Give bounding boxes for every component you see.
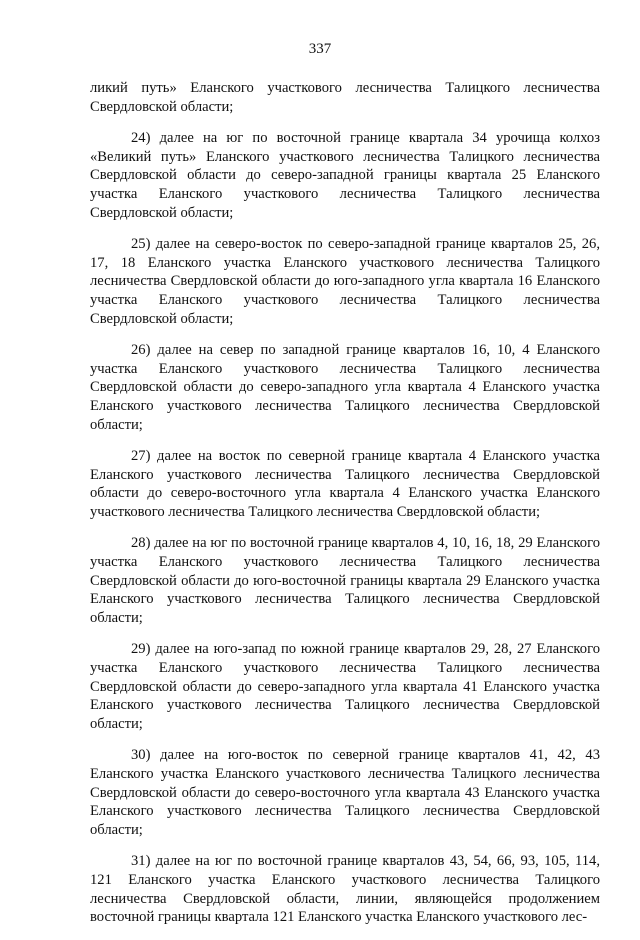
paragraph-item-24: 24) далее на юг по восточной границе квартала 34 урочища колхоз «Великий путь» Еланского участкового лесничества Талицкого лесничества Свердловской области до северо-западной границы квартала 25 Еланского участка Еланского участкового лесничества Талицкого лесничества Свердловской области; [90,130,600,221]
paragraph-item-28: 28) далее на юг по восточной границе кварталов 4, 10, 16, 18, 29 Еланского участка Еланского участкового лесничества Талицкого лесничества Свердловской области до юго-восточной границы квартала 29 Еланского участка Еланского участкового лесничества Талицкого лесничества Свердловской области; [90,535,600,626]
paragraph-continuation: ликий путь» Еланского участкового лесничества Талицкого лесничества Свердловской области; [90,80,600,115]
paragraph-item-31: 31) далее на юг по восточной границе кварталов 43, 54, 66, 93, 105, 114, 121 Еланского участка Еланского участкового лесничества Талицкого лесничества Свердловской области, линии, являющейся продолжением восточной границы квартала 121 Еланского участка Еланского участкового лес- [90,853,600,926]
page-number: 337 [308,41,332,57]
document-body [90,79,600,940]
paragraph-item-30: 30) далее на юго-восток по северной границе кварталов 41, 42, 43 Еланского участка Еланского участкового лесничества Талицкого лесничества Свердловской области до северо-восточного угла квартала 43 Еланского участка Еланского участкового лесничества Талицкого лесничества Свердловской области; [90,747,600,838]
paragraph-item-27: 27) далее на восток по северной границе квартала 4 Еланского участка Еланского участкового лесничества Талицкого лесничества Свердловской области до северо-восточного угла квартала 4 Еланского участка Еланского участкового лесничества Талицкого лесничества Свердловской области; [90,448,600,520]
paragraph-item-26: 26) далее на север по западной границе кварталов 16, 10, 4 Еланского участка Еланского участкового лесничества Талицкого лесничества Свердловской области до северо-западного угла квартала 4 Еланского участка Еланского участкового лесничества Талицкого лесничества Свердловской области; [90,342,600,433]
paragraph-item-25: 25) далее на северо-восток по северо-западной границе кварталов 25, 26, 17, 18 Еланского участка Еланского участкового лесничества Талицкого лесничества Свердловской области до юго-западного угла квартала 16 Еланского участка Еланского участкового лесничества Талицкого лесничества Свердловской области; [90,236,600,327]
paragraph-item-29: 29) далее на юго-запад по южной границе кварталов 29, 28, 27 Еланского участка Еланского участкового лесничества Талицкого лесничества Свердловской области до северо-западного угла квартала 41 Еланского участка Еланского участкового лесничества Талицкого лесничества Свердловской области; [90,641,600,732]
